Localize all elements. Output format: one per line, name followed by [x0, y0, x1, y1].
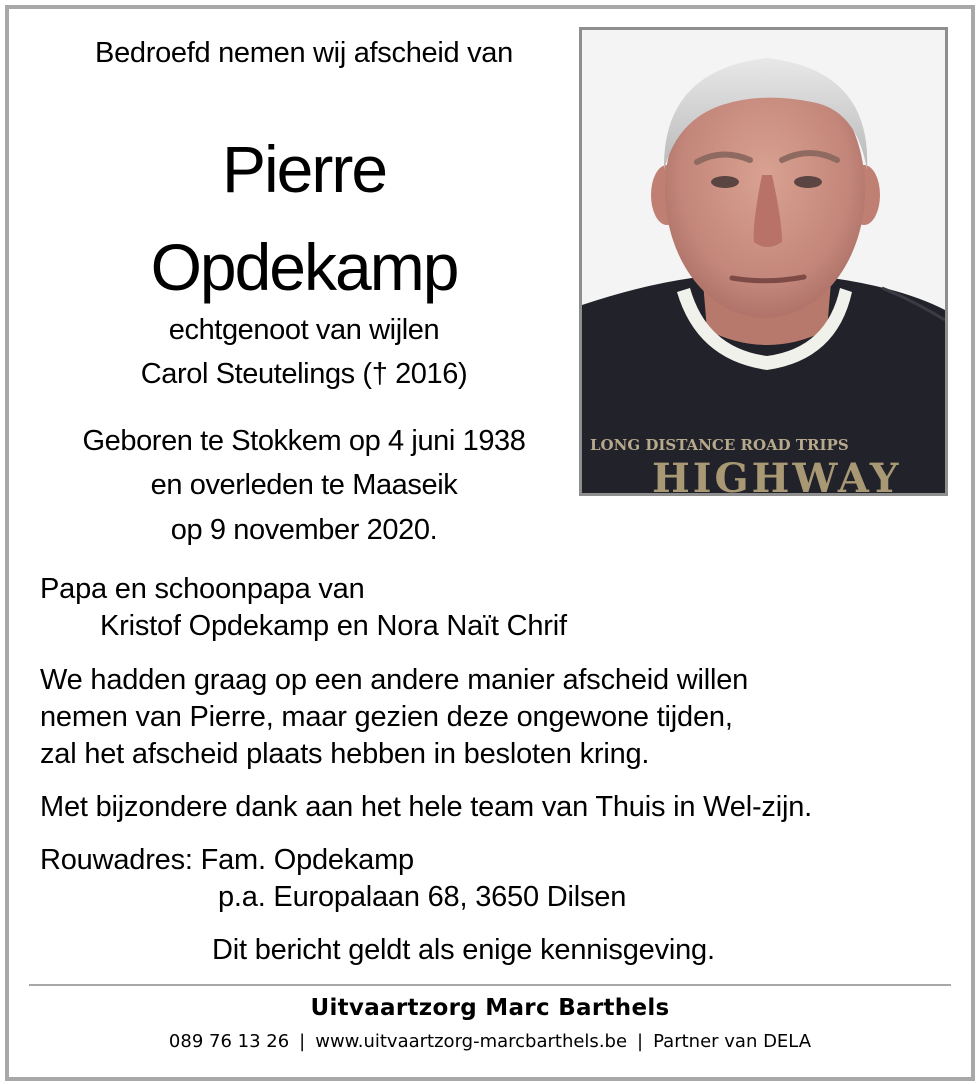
- separator: |: [637, 1031, 644, 1052]
- undertaker-name: Uitvaartzorg Marc Barthels: [310, 995, 670, 1021]
- intro-text: Bedroefd nemen wij afscheid van: [95, 37, 513, 69]
- notice-frame: [5, 5, 975, 1081]
- partner-text: Partner van DELA: [653, 1031, 812, 1052]
- death-line-2: op 9 november 2020.: [170, 514, 438, 546]
- message-line-1: We hadden graag op een andere manier afscheid willen: [40, 664, 749, 696]
- message-line-2: nemen van Pierre, maar gezien deze ongewone tijden,: [40, 701, 733, 733]
- footer-divider: [29, 984, 951, 986]
- spouse-line-2: Carol Steutelings († 2016): [140, 358, 468, 390]
- spouse-line-1: echtgenoot van wijlen: [168, 314, 440, 346]
- shirt-print-top: LONG DISTANCE ROAD TRIPS: [590, 436, 849, 454]
- phone-number: 089 76 13 26: [168, 1031, 290, 1052]
- website-link[interactable]: www.uitvaartzorg-marcbarthels.be: [315, 1031, 628, 1052]
- family-line-2: Kristof Opdekamp en Nora Naït Chrif: [100, 610, 567, 642]
- message-line-3: zal het afscheid plaats hebben in besloten kring.: [40, 738, 650, 770]
- address-line-2: p.a. Europalaan 68, 3650 Dilsen: [218, 881, 627, 913]
- deceased-first-name: Pierre: [221, 132, 387, 206]
- portrait-photo: [579, 27, 948, 496]
- portrait-illustration: [582, 30, 945, 493]
- shirt-print-main: HIGHWAY: [652, 455, 902, 493]
- closing-line: Dit bericht geldt als enige kennisgeving.: [212, 934, 715, 966]
- birth-line-1: Geboren te Stokkem op 4 juni 1938: [82, 425, 526, 457]
- death-line-1: en overleden te Maaseik: [150, 469, 458, 501]
- family-line-1: Papa en schoonpapa van: [40, 573, 365, 605]
- thanks-line: Met bijzondere dank aan het hele team van Thuis in Wel-zijn.: [40, 791, 812, 823]
- deceased-last-name: Opdekamp: [150, 230, 458, 304]
- separator: |: [299, 1031, 306, 1052]
- contact-line: [9, 1031, 971, 1052]
- address-line-1: Rouwadres: Fam. Opdekamp: [40, 844, 414, 876]
